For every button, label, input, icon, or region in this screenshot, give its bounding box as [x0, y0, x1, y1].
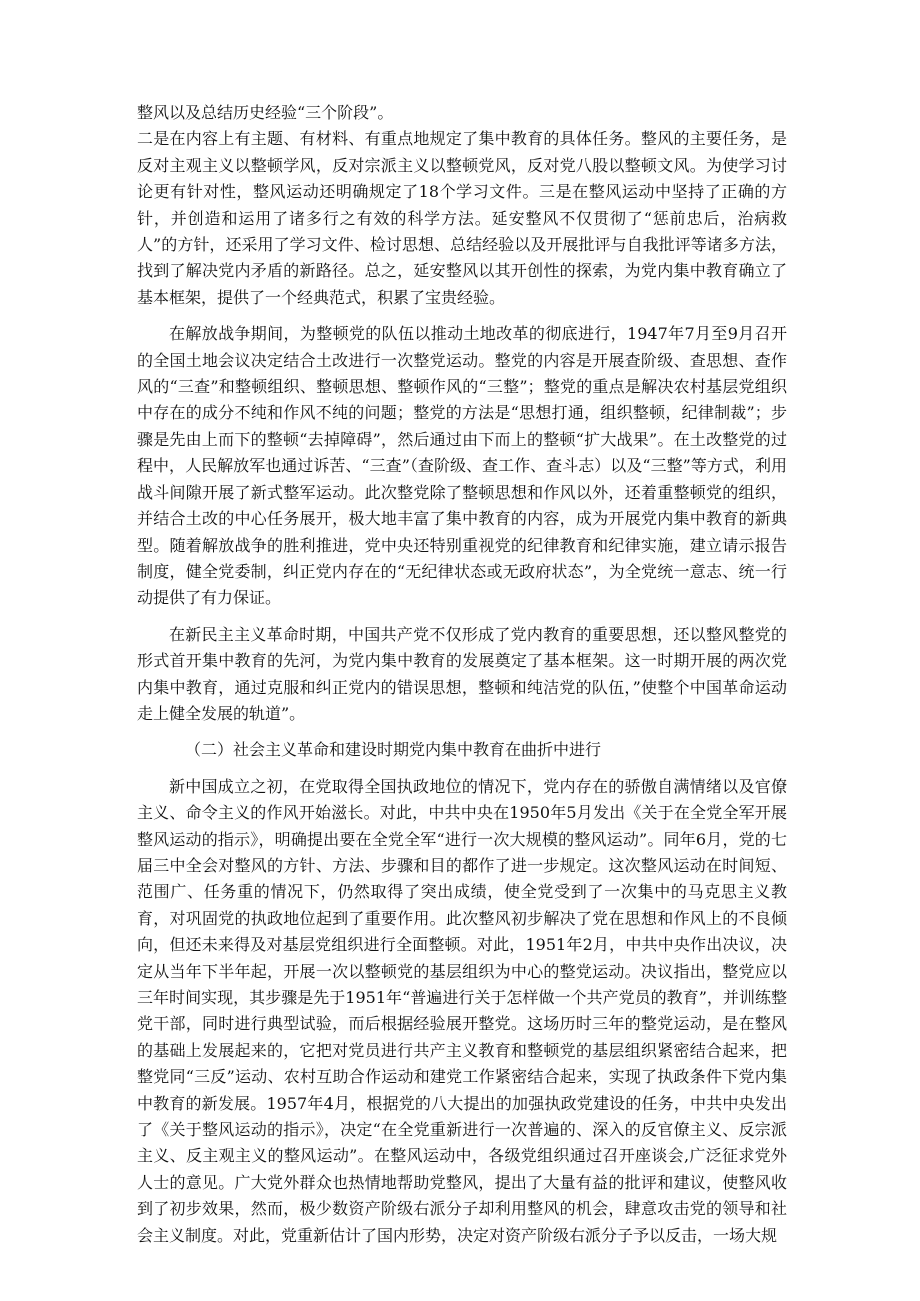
- paragraph-liberation-war: 在解放战争期间，为整顿党的队伍以推动土地改革的彻底进行，1947年7月至9月召开的全国土地会议决定结合土改进行一次整党运动。整党的内容是开展查阶级、查思想、查作风的“三查”和整顿组织、整顿思想、整顿作风的“三整”；整党的重点是解决农村基层党组织中存在的成分不纯和作风不纯的问题；整党的方法是“思想打通，组织整顿，纪律制裁”；步骤是先由上而下的整顿“去掉障碍”，然后通过由下而上的整顿“扩大战果”。在土改整党的过程中，人民解放军也通过诉苦、“三查”（查阶级、查工作、查斗志）以及“三整”等方式，利用战斗间隙开展了新式整军运动。此次整党除了整顿思想和作风以外，还着重整顿党的组织，并结合土改的中心任务展开，极大地丰富了集中教育的内容，成为开展党内集中教育的新典型。随着解放战争的胜利推进，党中央还特别重视党的纪律教育和纪律实施，建立请示报告制度，健全党委制，纠正党内存在的“无纪律状态或无政府状态”，为全党统一意志、统一行动提供了有力保证。: [137, 324, 787, 608]
- paragraph-yanan-rectification: 二是在内容上有主题、有材料、有重点地规定了集中教育的具体任务。整风的主要任务，是反对主观主义以整顿学风，反对宗派主义以整顿党风，反对党八股以整顿文风。为使学习讨论更有针对性，整风运动还明确规定了18个学习文件。三是在整风运动中坚持了正确的方针，并创造和运用了诸多行之有效的科学方法。延安整风不仅贯彻了“惩前忠后，治病救人”的方针，还采用了学习文件、检讨思想、总结经验以及开展批评与自我批评等诸多方法，找到了解决党内矛盾的新路径。总之，延安整风以其开创性的探索，为党内集中教育确立了基本框架，提供了一个经典范式，积累了宝贵经验。: [137, 129, 787, 307]
- paragraph-socialist-period: 新中国成立之初，在党取得全国执政地位的情况下，党内存在的骄傲自满情绪以及官僚主义、命令主义的作风开始滋长。对此，中共中央在1950年5月发出《关于在全党全军开展整风运动的指示》，明确提出要在全党全军“进行一次大规模的整风运动”。同年6月，党的七届三中全会对整风的方针、方法、步骤和目的都作了进一步规定。这次整风运动在时间短、范围广、任务重的情况下，仍然取得了突出成绩，使全党受到了一次集中的马克思主义教育，对巩固党的执政地位起到了重要作用。此次整风初步解决了党在思想和作风上的不良倾向，但还未来得及对基层党组织进行全面整顿。对此，1951年2月，中共中央作出决议，决定从当年下半年起，开展一次以整顿党的基层组织为中心的整党运动。决议指出，整党应以三年时间实现，其步骤是先于1951年“普遍进行关于怎样做一个共产党员的教育”，并训练整党干部，同时进行典型试验，而后根据经验展开整党。这场历时三年的整党运动，是在整风的基础上发展起来的，它把对党员进行共产主义教育和整顿党的基层组织紧密结合起来，把整党同“三反”运动、农村互助合作运动和建党工作紧密结合起来，实现了执政条件下党内集中教育的新发展。1957年4月，根据党的八大提出的加强执政党建设的任务，中共中央发出了《关于整风运动的指示》，决定“在全党重新进行一次普遍的、深入的反官僚主义、反宗派主义、反主观主义的整风运动”。在整风运动中，各级党组织通过召开座谈会,广泛征求党外人士的意见。广大党外群众也热情地帮助党整风，提出了大量有益的批评和建议，使整风收到了初步效果，然而，极少数资产阶级右派分子却利用整风的机会，肆意攻击党的领导和社会主义制度。对此，党重新估计了国内形势，决定对资产阶级右派分子予以反击，一场大规: [137, 776, 787, 1245]
- section-heading: （二）社会主义革命和建设时期党内集中教育在曲折中进行: [185, 740, 602, 760]
- paragraph-continuation: 整风以及总结历史经验“三个阶段”。: [137, 103, 394, 122]
- paragraph-new-democratic-period: 在新民主主义革命时期，中国共产党不仅形成了党内教育的重要思想，还以整风整党的形式首开集中教育的先河，为党内集中教育的发展奠定了基本框架。这一时期开展的两次党内集中教育，通过克服和纠正党内的错误思想，整顿和纯洁党的队伍，”使整个中国革命运动走上健全发展的轨道”。: [137, 624, 787, 723]
- document-page: [137, 100, 787, 1249]
